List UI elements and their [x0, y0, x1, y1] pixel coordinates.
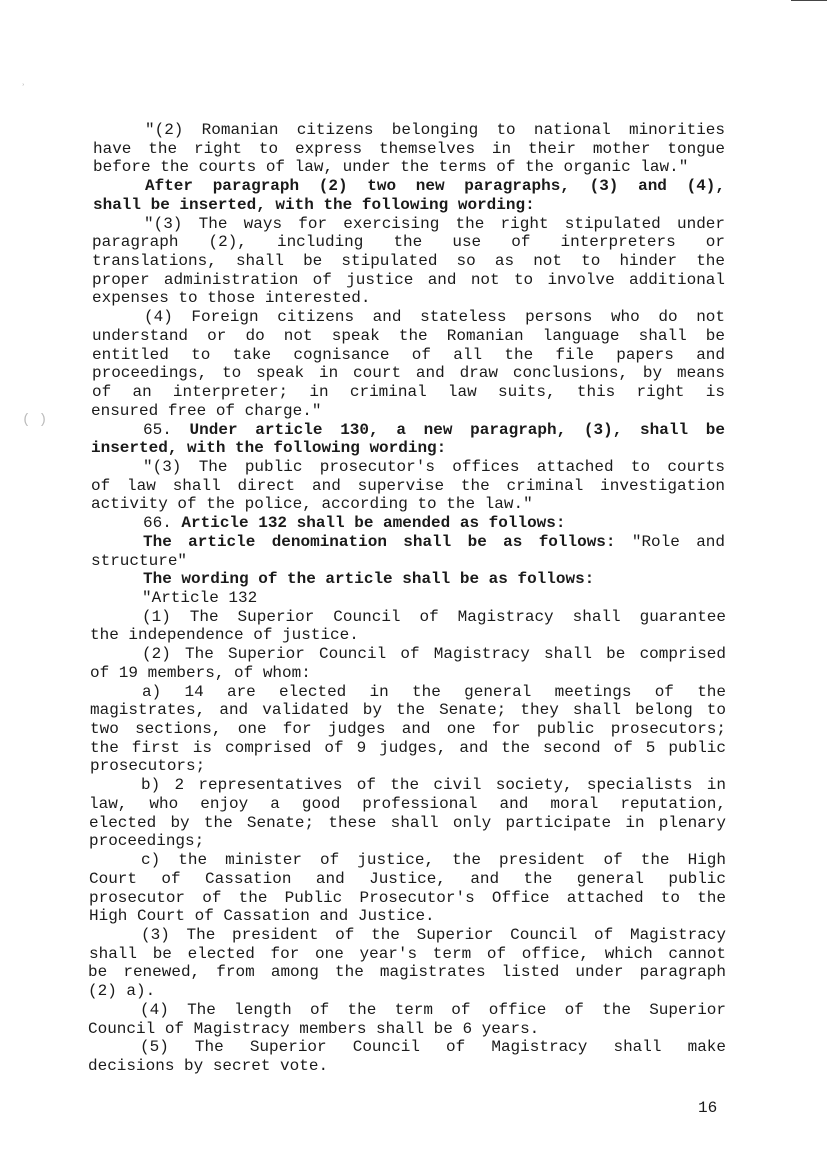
scan-edge-line — [791, 0, 827, 1]
text-line — [143, 421, 725, 440]
text-line — [90, 720, 726, 739]
item-number: 65. — [143, 420, 190, 439]
text-line — [140, 1038, 726, 1057]
line-text: understand or do not speak the Romanian language shall be — [92, 326, 725, 345]
text-line — [89, 889, 726, 908]
text-line — [144, 215, 725, 234]
line-text: of an interpreter; in criminal law suits, this right is — [92, 383, 725, 402]
line-text: have the right to express themselves in their mother tongue — [93, 139, 725, 158]
line-text: proceedings, to speak in court and draw conclusions, by means — [92, 364, 725, 383]
line-text: Council of Magistracy members shall be 6 years. — [88, 1019, 540, 1038]
text-line — [141, 926, 726, 945]
line-text: translations, shall be stipulated so as not to hinder the — [92, 252, 725, 271]
text-line — [143, 458, 725, 477]
text-line — [92, 383, 725, 402]
line-text: paragraph (2), including the use of interpreters or — [92, 233, 725, 252]
text-line — [143, 514, 725, 533]
line-text: (2) a). — [88, 982, 156, 1001]
text-line — [88, 1057, 726, 1076]
line-text: "(3) The public prosecutor's offices attached to courts — [143, 457, 725, 476]
bold-text: After paragraph (2) two new paragraphs, (3) and (4), — [145, 177, 725, 196]
line-text: b) 2 representatives of the civil society, specialists in — [141, 776, 726, 795]
text-line — [144, 308, 725, 327]
line-text: structure" — [91, 551, 188, 570]
line-text: a) 14 are elected in the general meetings of the — [142, 682, 726, 701]
text-line — [89, 907, 726, 926]
bold-text: The article denomination shall be as follows: — [143, 532, 616, 551]
text-line — [145, 177, 725, 196]
line-text: expenses to those interested. — [92, 289, 371, 308]
text-line — [91, 495, 725, 514]
line-text: proceedings; — [89, 832, 205, 851]
line-text: "(2) Romanian citizens belonging to national minorities — [145, 121, 725, 139]
line-suffix: "Role and — [615, 532, 725, 551]
text-line — [89, 870, 726, 889]
text-line — [92, 327, 725, 346]
text-line — [92, 233, 725, 252]
text-line — [92, 271, 725, 290]
text-line — [91, 402, 725, 421]
line-text: the first is comprised of 9 judges, and the second of 5 public — [90, 738, 726, 757]
line-text: activity of the police, according to the law." — [91, 495, 533, 514]
line-text: law, who enjoy a good professional and moral reputation, — [89, 794, 726, 813]
text-line — [142, 589, 726, 608]
item-number: 66. — [143, 514, 182, 533]
text-line — [143, 570, 725, 589]
line-text: of law shall direct and supervise the criminal investigation — [91, 476, 725, 495]
text-line — [142, 645, 726, 664]
line-text: shall be elected for one year's term of office, which cannot — [89, 944, 726, 963]
line-text: decisions by secret vote. — [88, 1057, 329, 1075]
line-text: be renewed, from among the magistrates listed under paragraph — [88, 963, 726, 982]
text-line — [91, 439, 725, 458]
line-text: "(3) The ways for exercising the right stipulated under — [144, 214, 725, 233]
text-line — [90, 664, 726, 683]
line-text: entitled to take cognisance of all the file papers and — [92, 345, 725, 364]
text-line — [92, 346, 725, 365]
bold-text: inserted, with the following wording: — [91, 439, 447, 458]
line-text: (5) The Superior Council of Magistracy shall make — [140, 1038, 726, 1057]
line-text: magistrates, and validated by the Senate; they shall belong to — [90, 701, 726, 720]
text-line — [91, 477, 725, 496]
line-text: prosecutors; — [90, 757, 206, 776]
bold-text: shall be inserted, with the following wording: — [93, 195, 535, 214]
line-text: before the courts of law, under the terms of the organic law." — [93, 158, 689, 177]
text-line — [89, 832, 726, 851]
text-line — [141, 851, 726, 870]
text-line — [88, 963, 726, 982]
text-line — [88, 1020, 726, 1039]
text-line — [140, 1001, 726, 1020]
text-line — [92, 289, 725, 308]
text-line — [89, 814, 726, 833]
text-line — [92, 252, 725, 271]
bold-text: The wording of the article shall be as follows: — [143, 570, 595, 589]
text-line — [93, 140, 725, 159]
line-text: (3) The president of the Superior Council of Magistracy — [141, 925, 726, 944]
text-line — [89, 795, 726, 814]
text-line — [89, 945, 726, 964]
text-line — [145, 121, 725, 140]
line-text: c) the minister of justice, the president of the High — [141, 851, 726, 870]
line-text: High Court of Cassation and Justice. — [89, 907, 435, 926]
text-line — [93, 158, 725, 177]
text-line — [92, 364, 725, 383]
line-text: elected by the Senate; these shall only participate in plenary — [89, 813, 726, 832]
text-line — [90, 739, 726, 758]
line-text: proper administration of justice and not to involve additional — [92, 270, 725, 289]
line-text: (1) The Superior Council of Magistracy shall guarantee — [142, 607, 726, 626]
line-text: Court of Cassation and Justice, and the general public — [89, 869, 726, 888]
text-line — [142, 683, 726, 702]
text-line — [88, 982, 726, 1001]
text-line — [143, 533, 725, 552]
line-text: ensured free of charge." — [91, 401, 322, 420]
line-text: (4) The length of the term of office of the Superior — [140, 1000, 726, 1019]
text-line — [90, 701, 726, 720]
text-line — [90, 626, 726, 645]
line-text: prosecutor of the Public Prosecutor's Office attached to the — [89, 888, 726, 907]
line-text: "Article 132 — [142, 589, 258, 607]
line-text: (4) Foreign citizens and stateless persons who do not — [144, 308, 725, 327]
line-text: two sections, one for judges and one for public prosecutors; — [90, 720, 726, 739]
bold-text: Article 132 shall be amended as follows: — [181, 514, 566, 533]
text-line — [91, 552, 725, 571]
text-line — [141, 776, 726, 795]
text-line — [142, 608, 726, 627]
scan-speck: ˒ — [20, 79, 27, 90]
text-line — [90, 757, 726, 776]
line-text: of 19 members, of whom: — [90, 663, 311, 682]
line-text: (2) The Superior Council of Magistracy shall be comprised — [142, 645, 726, 664]
bold-text: Under article 130, a new paragraph, (3), shall be — [189, 420, 725, 439]
text-line — [93, 196, 725, 215]
punch-hole-mark: ( ) — [22, 412, 48, 428]
line-text: the independence of justice. — [90, 626, 359, 645]
page-number: 16 — [698, 1099, 718, 1117]
